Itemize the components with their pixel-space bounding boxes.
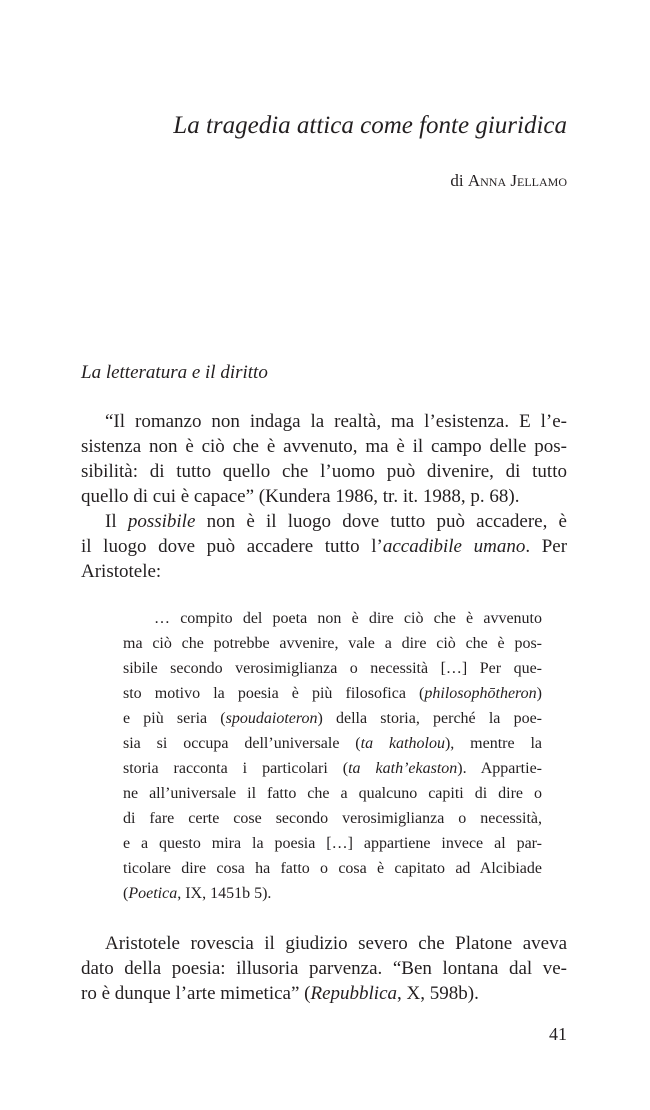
quote-line: storia racconta i particolari (ta kath’ekaston). Appartie-: [123, 760, 542, 777]
quote-line: sto motivo la poesia è più filosofica (philosophōtheron): [123, 685, 542, 702]
paragraph-line: quello di cui è capace” (Kundera 1986, tr. it. 1988, p. 68).: [81, 486, 520, 507]
paragraph-kundera-quote: [81, 409, 567, 509]
italic-term: ta kath’ekaston: [348, 760, 458, 777]
paragraph-line: Aristotele:: [81, 561, 162, 582]
quote-line: ticolare dire cosa ha fatto o cosa è capitato ad Alcibiade: [123, 860, 542, 877]
italic-term: spoudaioteron: [225, 710, 318, 727]
paragraph-platone: [81, 931, 567, 1006]
italic-term: ta katholou: [360, 735, 445, 752]
paragraph-line: sibilità: di tutto quello che l’uomo può divenire, di tutto: [81, 461, 567, 482]
quote-line: ma ciò che potrebbe avvenire, vale a dire ciò che è pos-: [123, 635, 542, 652]
paragraph-line: sistenza non è ciò che è avvenuto, ma è il campo delle pos-: [81, 436, 567, 457]
author-prefix: di: [450, 171, 468, 190]
quote-line: sia si occupa dell’universale (ta katholou), mentre la: [123, 735, 542, 752]
paragraph-line: Aristotele rovescia il giudizio severo che Platone aveva: [105, 933, 567, 954]
chapter-title: La tragedia attica come fonte giuridica: [173, 112, 567, 139]
paragraph-possibile: [81, 509, 567, 584]
page-number: 41: [549, 1024, 567, 1044]
italic-term: philosophōtheron: [424, 685, 537, 702]
quote-line: sibile secondo verosimiglianza o necessità […] Per que-: [123, 660, 542, 677]
author-line: [450, 171, 567, 191]
paragraph-line: dato della poesia: illusoria parvenza. “Ben lontana dal ve-: [81, 958, 567, 979]
author-name: Anna Jellamo: [467, 171, 567, 190]
paragraph-line: ro è dunque l’arte mimetica” (Repubblica, X, 598b).: [81, 983, 479, 1004]
paragraph-line: Il possibile non è il luogo dove tutto può accadere, è: [105, 511, 567, 532]
section-title: La letteratura e il diritto: [81, 362, 268, 383]
quote-line: … compito del poeta non è dire ciò che è avvenuto: [154, 610, 542, 627]
quote-line: di fare certe cose secondo verosimiglianza o necessità,: [123, 810, 542, 827]
quote-line: e a questo mira la poesia […] appartiene invece al par-: [123, 835, 542, 852]
italic-term: Repubblica: [310, 983, 398, 1004]
quote-line: e più seria (spoudaioteron) della storia, perché la poe-: [123, 710, 543, 727]
italic-term: possibile: [127, 511, 196, 532]
italic-term: accadibile umano: [382, 536, 526, 557]
paragraph-line: il luogo dove può accadere tutto l’accadibile umano. Per: [81, 536, 568, 557]
paragraph-line: “Il romanzo non indaga la realtà, ma l’esistenza. E l’e-: [105, 411, 567, 432]
quote-line: (Poetica, IX, 1451b 5).: [123, 885, 272, 902]
italic-term: Poetica: [128, 885, 178, 902]
quote-line: ne all’universale il fatto che a qualcuno capiti di dire o: [123, 785, 542, 802]
aristotle-block-quote: [123, 606, 542, 906]
